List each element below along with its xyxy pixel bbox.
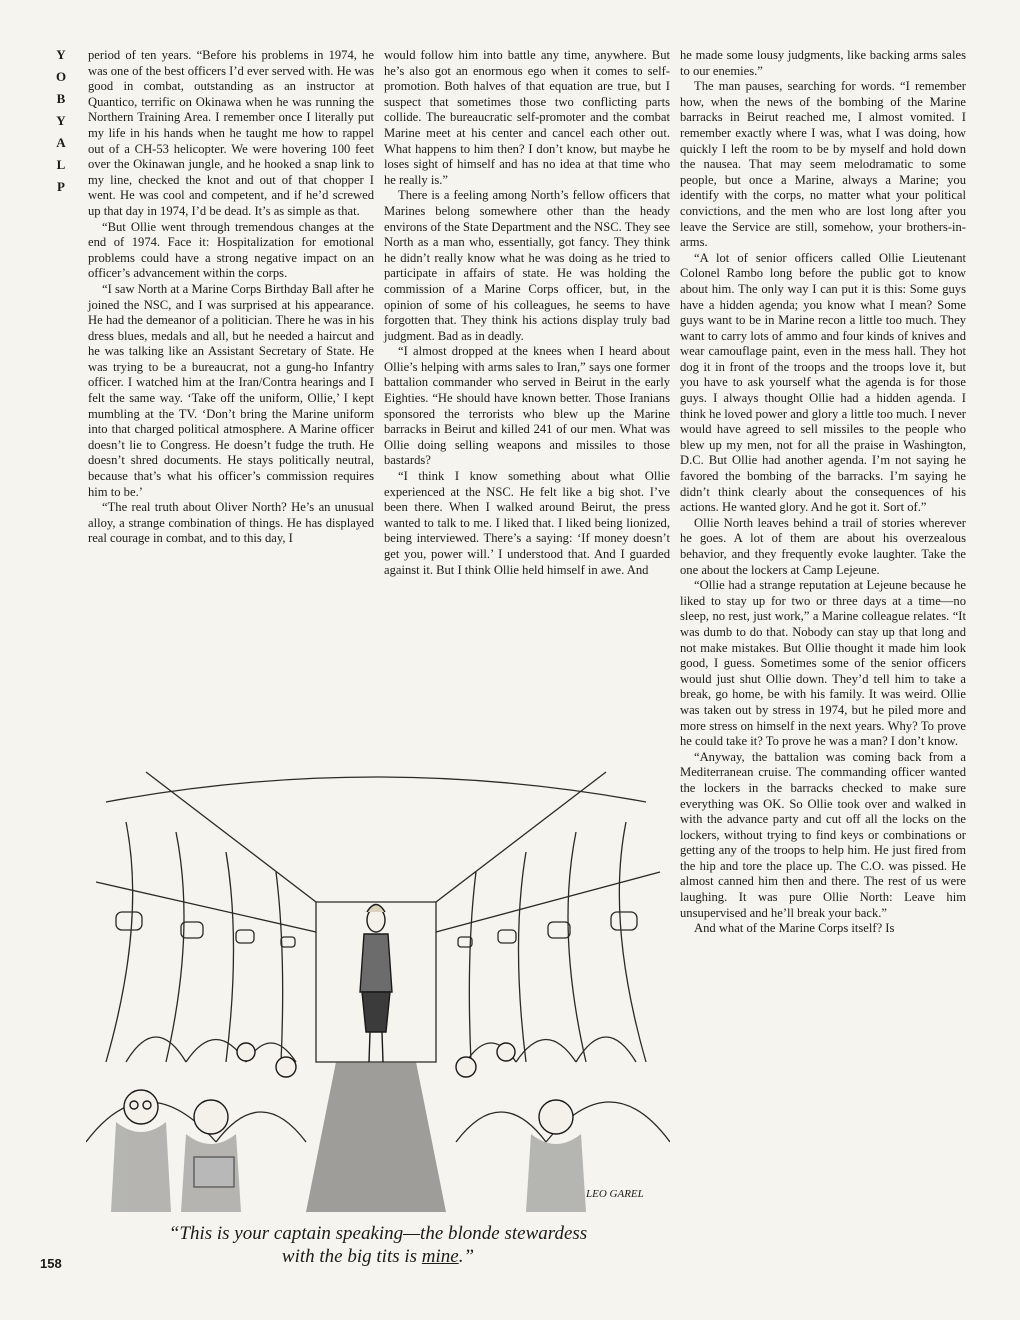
caption-emphasis: mine [421, 1246, 459, 1267]
caption-line-1: “This is your captain speaking—the blonde stewardess [168, 1223, 588, 1244]
article-paragraph: he made some lousy judgments, like backing arms sales to our enemies.” [680, 48, 966, 78]
article-paragraph: The man pauses, searching for words. “I remember how, when the news of the bombing of the Marine barracks in Beirut reached me, I almost vomited. I remember exactly where I was, what I was doing, how quickly I left the room to be by myself and hold down the nausea. That may seem melodramatic to some people, but once a Marine, always a Marine; you identify with the corps, no matter what your political convictions, and the men who are lost long after you leave the Service are still, somehow, your brothers-in-arms. [680, 79, 966, 250]
article-paragraph: There is a feeling among North’s fellow officers that Marines belong somewhere other than the heady environs of the State Department and the NSC. They see North as a man who, essentially, got fancy. They think he didn’t really know what he was doing as he tried to participate in affairs of state. He was holding the commission of a Marine Corps officer, but, in the opinion of some of his colleagues, he seems to have forgotten that. They think his actions display truly bad judgment. Bad as in deadly. [384, 188, 670, 343]
article-paragraph: “But Ollie went through tremendous changes at the end of 1974. Face it: Hospitalization for emotional problems could have a strong negative impact on an officer’s advancement within the corps. [88, 219, 374, 281]
masthead-letter: P [57, 179, 65, 194]
article-column-1 [88, 48, 374, 547]
caption-line-2-pre: with the big tits is [281, 1246, 422, 1267]
cartoon-caption [86, 1222, 670, 1268]
masthead-letter: B [56, 91, 66, 106]
article-column-3 [680, 48, 966, 937]
masthead-letter: Y [56, 113, 66, 128]
article-paragraph: Ollie North leaves behind a trail of stories wherever he goes. A lot of them are about his overzealous behavior, and they frequently evoke laughter. Take the one about the lockers at Camp Lejeune. [680, 515, 966, 577]
article-paragraph: “I almost dropped at the knees when I heard about Ollie’s helping with arms sales to Iran,” says one former battalion commander who served in Beirut in the early Eighties. “He should have known better. Those Iranians sponsored the terrorists who blew up the Marine barracks in Beirut and killed 241 of our men. What was Ollie doing selling weapons and missiles to those bastards? [384, 344, 670, 468]
article-paragraph: “I think I know something about what Ollie experienced at the NSC. He felt like a big shot. I’ve been there. When I walked around Beirut, the press wanted to talk to me. I liked that. I liked being lionized, being interviewed. There’s a saying: ‘If money doesn’t get you, power will.’ I understood that. And I guarded against it. But I think Ollie held himself in awe. And [384, 469, 670, 577]
cartoon-signature: LEO GAREL [586, 1188, 644, 1200]
article-paragraph: period of ten years. “Before his problems in 1974, he was one of the best officers I’d ever served with. He was good in combat, outstanding as an instructor at Quantico, terrific on Okinawa when he was running the Northern Training Area. I remember once I literally put my life in his hands when he taught me how to rappel out of a CH-53 helicopter. We were hovering 100 feet over the Okinawan jungle, and he hooked a snap link to my line, checked the knot and out of that chopper I went. He was cool and competent, and if he’d screwed up that day in 1974, I’d be dead. It’s as simple as that. [88, 48, 374, 218]
article-paragraph: would follow him into battle any time, anywhere. But he’s also got an enormous ego when it comes to self-promotion. Both halves of that equation are true, but I suspect that sometimes those two conflicting parts collide. The bureaucratic self-promoter and the combat Marine meet at his center and cancel each other out. What happens to him then? I don’t know, but maybe he loses sight of himself and has no idea at that time who he really is.” [384, 48, 670, 187]
masthead-letter: A [56, 135, 66, 150]
article-paragraph: “I saw North at a Marine Corps Birthday Ball after he joined the NSC, and I was surprised at his appearance. He had the demeanor of a politician. There he was in his dress blues, medals and all, but he needed a haircut and he was talking like an Assistant Secretary of State. He was trying to be a bureaucrat, not a gung-ho Infantry officer. I watched him at the Iran/Contra hearings and I felt the same way. ‘Take off the uniform, Ollie,’ I kept mumbling at the TV. ‘Don’t bring the Marine uniform into that charged political atmosphere. A Marine officer doesn’t lie to Congress. He doesn’t fudge the truth. He doesn’t shred documents. He stays politically neutral, because that’s what his officer’s commission requires him to be.’ [88, 281, 374, 499]
article-paragraph: “Ollie had a strange reputation at Lejeune because he liked to stay up for two or three days at a time—no sleep, no rest, just work,” a Marine colleague relates. “It was dumb to do that. Nobody can stay up that long and not make mistakes. But Ollie thought it made him look good, I guess. Sometimes some of the senior officers would just shut Ollie down. They’d tell him to take a break, go home, be with his family. It was weird. Ollie was taken out by stress in 1974, but he piled more and more stress on himself in the next years. Why? To prove he could take it? To prove he was a man? I don’t know. [680, 578, 966, 749]
article-paragraph: “A lot of senior officers called Ollie Lieutenant Colonel Rambo long before the public got to know about him. The only way I can put it is this: Some guys have a hidden agenda; you know what I mean? Some guys want to be in Marine recon a little too much. They want to carry lots of ammo and four kinds of knives and wear camouflage paint, even in the mess hall. They hot dog it in front of the troops and the troops love it, but you have to ask yourself what the agenda is for those guys. I always thought Ollie had a hidden agenda. I think he loved power and glory a little too much. I never would have agreed to sell missiles to the people who blew up my men, not for all the praise in Washington, D.C. But Ollie had another agenda. I’m not saying he favored the bombing of the barracks. I’m saying he didn’t think clearly about the consequences of his actions. He wanted glory. And he got it. Sort of.” [680, 250, 966, 515]
article-column-2 [384, 48, 670, 578]
article-paragraph: “Anyway, the battalion was coming back from a Mediterranean cruise. The commanding officer wanted the lockers in the barracks checked to make sure everything was OK. So Ollie took over and walked in with the advance party and cut off all the locks on the lockers, without trying to find keys or combinations or getting any of the troops to help him. He just fired from the hip and tore the place up. The C.O. was pissed. He almost canned him then and there. The rest of us were laughing. It was pure Ollie North: Leave him unsupervised and he’ll break your back.” [680, 749, 966, 920]
magazine-masthead [52, 44, 70, 198]
caption-line-2-post: .” [458, 1246, 475, 1267]
article-paragraph: “The real truth about Oliver North? He’s an unusual alloy, a strange combination of things. He has displayed real courage in combat, and to this day, I [88, 500, 374, 546]
masthead-letter: Y [56, 47, 66, 62]
page-number: 158 [40, 1256, 62, 1271]
masthead-letter: O [55, 69, 67, 84]
cartoon-illustration [86, 762, 670, 1212]
masthead-letter: L [56, 157, 66, 172]
article-paragraph: And what of the Marine Corps itself? Is [694, 921, 895, 936]
